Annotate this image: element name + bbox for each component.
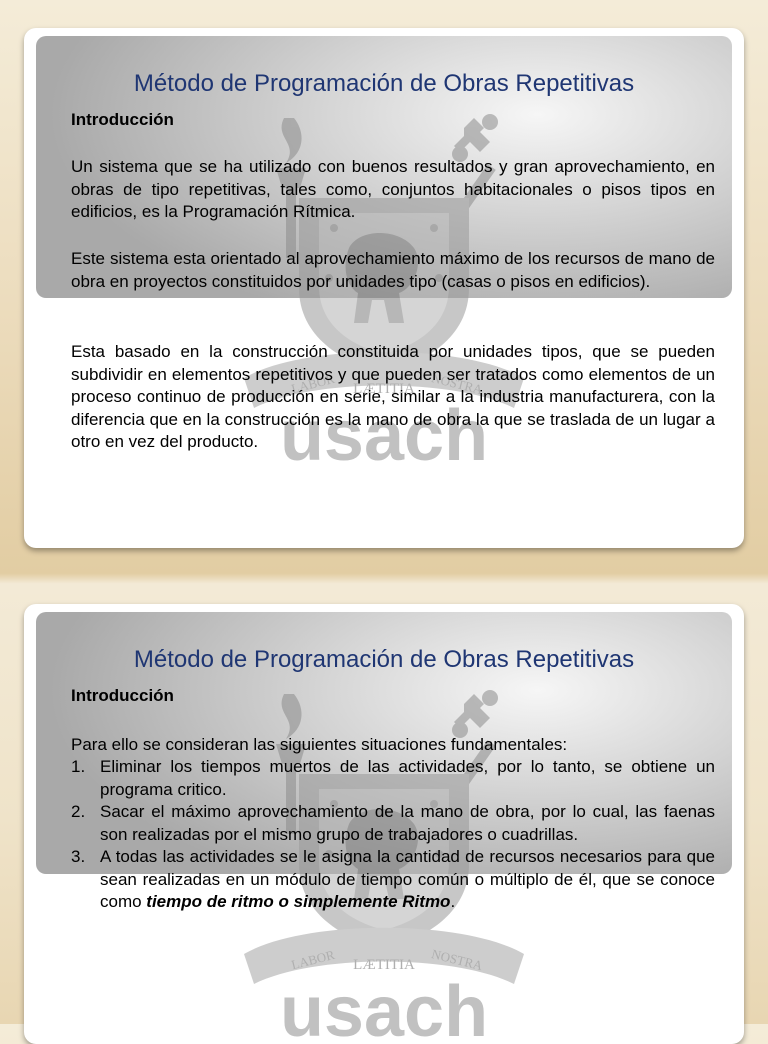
list-intro: Para ello se consideran las siguientes situaciones fundamentales: [71, 735, 568, 754]
emphasized-term: tiempo de ritmo o simplemente Ritmo [146, 892, 451, 911]
list-item-text-end: . [450, 892, 456, 911]
list-item-text: Sacar el máximo aprovechamiento de la mano de obra, por lo cual, las faenas son realizadas por el mismo grupo de trabajadores o cuadrillas. [100, 802, 715, 844]
list-item [71, 846, 715, 914]
list-number: 1. [71, 757, 86, 776]
slide-1 [24, 28, 744, 548]
numbered-list [71, 756, 715, 914]
list-item [71, 756, 715, 801]
list-item [71, 801, 715, 846]
list-item-text: A todas las actividades se le asigna la cantidad de recursos necesarios para que sean realizadas en un módulo de tiempo común o múltiplo de él, que se conoce como [100, 847, 715, 911]
slide-2 [24, 604, 744, 1044]
list-number: 3. [71, 847, 86, 866]
paragraph: Un sistema que se ha utilizado con buenos resultados y gran aprovechamiento, en obras de tipo repetitivas, tales como, conjuntos habitacionales o pisos tipos en edificios, es la Programación Rítmica. [71, 157, 715, 221]
list-number: 2. [71, 802, 86, 821]
section-heading: Introducción [71, 110, 174, 129]
slide-title: Método de Programación de Obras Repetitivas [133, 646, 635, 673]
paragraph: Este sistema esta orientado al aprovechamiento máximo de los recursos de mano de obra en proyectos constituidos por unidades tipo (casas o pisos en edificios). [71, 249, 715, 291]
section-heading: Introducción [71, 686, 174, 705]
slide-title: Método de Programación de Obras Repetitivas [133, 70, 635, 97]
paragraph: Esta basado en la construcción constituida por unidades tipos, que se pueden subdividir en elementos repetitivos y que pueden ser tratados como elementos de un proceso continuo de producción en serie, similar a la industria manufacturera, con la diferencia que en la construcción es la mano de obra la que se traslada de un lugar a otro en vez del producto. [71, 342, 715, 451]
list-item-text: Eliminar los tiempos muertos de las actividades, por lo tanto, se obtiene un programa critico. [100, 757, 715, 799]
